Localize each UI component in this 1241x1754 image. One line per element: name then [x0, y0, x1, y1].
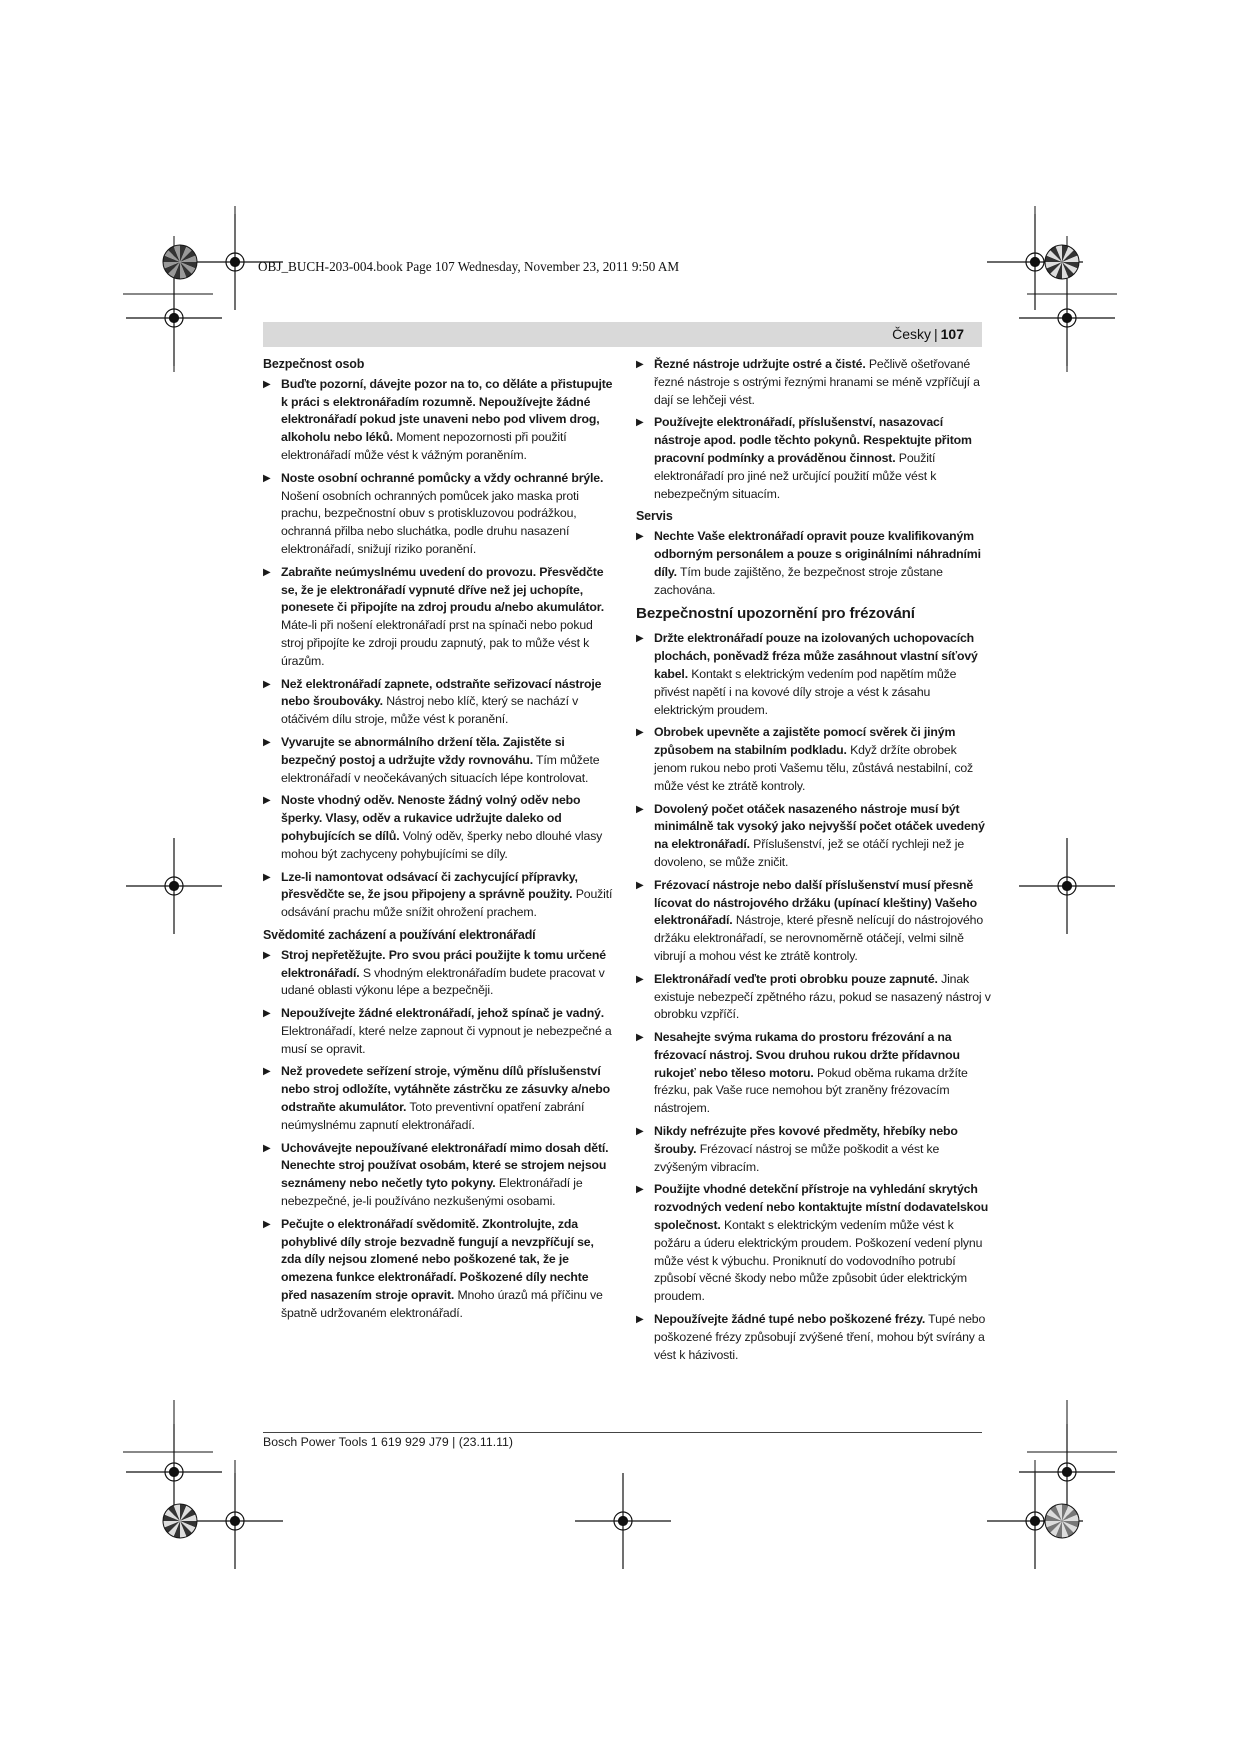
bullet-arrow-icon: ▶	[636, 803, 644, 815]
registration-dot	[170, 314, 179, 323]
bullet-item	[636, 801, 991, 872]
bullet-arrow-icon: ▶	[263, 678, 271, 690]
instruction-bold: Použijte vhodné detekční přístroje na vyhledání skrytých rozvodných vedení nebo kontaktujte místní dodavatelskou společnost.	[654, 1182, 989, 1233]
bullet-item	[263, 1063, 614, 1134]
color-registration-disc	[1045, 1504, 1079, 1538]
page-number: 107	[940, 326, 964, 342]
color-registration-disc	[1045, 245, 1079, 279]
page-footer: Bosch Power Tools 1 619 929 J79 | (23.11.11)	[263, 1435, 513, 1449]
instruction-bold: Vyvarujte se abnormálního držení těla. Zajistěte si bezpečný postoj a udržujte vždy rovnováhu.	[281, 734, 565, 767]
left-column	[263, 356, 614, 1328]
instruction-text: Pečlivě ošetřované řezné nástroje s ostrými řeznými hranami se méně vzpříčují a dají se lehčeji vést.	[654, 357, 980, 407]
bullet-arrow-icon: ▶	[636, 1126, 644, 1138]
bullet-arrow-icon: ▶	[263, 1008, 271, 1020]
bullet-arrow-icon: ▶	[263, 871, 271, 883]
instruction-bold: Stroj nepřetěžujte. Pro svou práci použijte k tomu určené elektronářadí.	[281, 947, 606, 980]
bullet-arrow-icon: ▶	[263, 472, 271, 484]
bullet-item	[263, 869, 614, 922]
registration-dot	[1063, 1468, 1072, 1477]
instruction-bold: Buďte pozorní, dávejte pozor na to, co děláte a přistupujte k práci s elektronářadím rozumně. Nepoužívejte žádné elektronářadí pokud jste unaveni nebo pod vlivem drog, alkoholu nebo léků.	[281, 376, 613, 445]
instruction-text: Příslušenství, jež se otáčí rychleji než je dovoleno, se může zničit.	[654, 837, 965, 869]
registration-dot	[1063, 314, 1072, 323]
instruction-bold: Zabraňte neúmyslnému uvedení do provozu. Přesvědčte se, že je elektronářadí vypnuté dříve než jej uchopíte, ponesete či připojíte na zdroj proudu a/nebo akumulátor.	[281, 564, 604, 615]
bullet-arrow-icon: ▶	[636, 531, 644, 543]
bullet-arrow-icon: ▶	[263, 1218, 271, 1230]
subsection-heading-servis: Servis	[636, 509, 673, 524]
instruction-bold: Nechte Vaše elektronářadí opravit pouze kvalifikovaným odborným personálem a pouze s originálními náhradními díly.	[654, 529, 981, 579]
bullet-arrow-icon: ▶	[263, 1142, 271, 1154]
bullet-item	[636, 1311, 991, 1364]
bullet-item	[636, 414, 991, 503]
bullet-item	[636, 528, 991, 599]
bullet-arrow-icon: ▶	[263, 736, 271, 748]
bullet-item	[263, 947, 614, 1000]
bullet-item	[636, 1029, 991, 1118]
instruction-bold: Nesahejte svýma rukama do prostoru frézování a na frézovací nástroj. Svou druhou rukou držte přídavnou rukojeť nebo těleso motoru.	[654, 1030, 960, 1080]
print-slug-line: OBJ_BUCH-203-004.book Page 107 Wednesday, November 23, 2011 9:50 AM	[258, 259, 680, 274]
instruction-text: Volný oděv, šperky nebo dlouhé vlasy mohou být zachyceny pohybujícími se díly.	[281, 828, 603, 861]
instruction-text: Elektronářadí je nebezpečné, je-li používáno nezkušenými osobami.	[281, 1176, 583, 1209]
bullet-item	[636, 630, 991, 719]
instruction-bold: Než provedete seřízení stroje, výměnu dílů příslušenství nebo stroj odložíte, vytáhněte zástrčku ze zásuvky a/nebo odstraňte akumulátor.	[281, 1064, 611, 1115]
instruction-text: Nošení osobních ochranných pomůcek jako maska proti prachu, bezpečnostní obuv s protiskluzovou podrážkou, ochranná přilba nebo sluchátka, podle druhu nasazení elektronářadí, snižují riziko poranění.	[281, 488, 579, 556]
instruction-text: Tím bude zajištěno, že bezpečnost stroje zůstane zachována.	[654, 564, 943, 597]
registration-dot	[170, 882, 179, 891]
registration-dot	[1063, 882, 1072, 891]
bullet-item	[636, 1181, 991, 1306]
subsection-heading: Bezpečnost osob	[263, 357, 365, 371]
bullet-arrow-icon: ▶	[263, 949, 271, 961]
instruction-text: Nástroj nebo klíč, který se nachází v otáčivém dílu stroje, může vést k poranění.	[281, 694, 579, 727]
bullet-item	[263, 470, 614, 559]
footer-rule	[263, 1432, 982, 1433]
color-registration-disc	[163, 245, 197, 279]
instruction-text: Použití elektronářadí pro jiné než určující použití může vést k nebezpečným situacím.	[654, 450, 937, 501]
bullet-item	[636, 1123, 991, 1176]
running-header	[263, 322, 982, 347]
bullet-item	[263, 564, 614, 671]
instruction-text: Tím můžete elektronářadí v neočekávaných situacích lépe kontrolovat.	[281, 752, 600, 785]
bullet-item	[636, 877, 991, 966]
instruction-bold: Než elektronářadí zapnete, odstraňte seřizovací nástroje nebo šroubováky.	[281, 676, 602, 709]
bullet-arrow-icon: ▶	[636, 1032, 644, 1044]
right-column	[636, 356, 991, 1369]
bullet-arrow-icon: ▶	[636, 417, 644, 429]
section-heading: Bezpečnostní upozornění pro frézování	[636, 605, 915, 623]
bullet-item	[263, 1005, 614, 1058]
bullet-item	[263, 676, 614, 729]
registration-dot	[231, 1517, 240, 1526]
subsection-heading: Svědomité zacházení a používání elektronářadí	[263, 927, 536, 942]
header-text	[892, 326, 964, 342]
bullet-arrow-icon: ▶	[263, 566, 271, 578]
instruction-text: Moment nepozornosti při použití elektronářadí může vést k vážným poraněním.	[281, 430, 567, 462]
instruction-bold: Používejte elektronářadí, příslušenství, nasazovací nástroje apod. podle těchto pokynů. Respektujte přitom pracovní podmínky a prováděnou činnost.	[654, 415, 972, 465]
instruction-bold: Frézovací nástroje nebo další příslušenství musí přesně lícovat do nástrojového držáku (upínací kleštiny) Vašeho elektronářadí.	[654, 877, 978, 928]
instruction-text: Elektronářadí, které nelze zapnout či vypnout je nebezpečné a musí se opravit.	[281, 1023, 612, 1056]
registration-dot	[1031, 258, 1040, 267]
instruction-text: S vhodným elektronářadím budete pracovat v udané oblasti výkonu lépe a bezpečněji.	[281, 965, 605, 998]
bullet-arrow-icon: ▶	[263, 1066, 271, 1078]
bullet-arrow-icon: ▶	[636, 879, 644, 891]
instruction-bold: Pečujte o elektronářadí svědomitě. Zkontrolujte, zda pohyblivé díly stroje bezvadně fungují a nevzpříčují se, zda díly nejsou zlomené nebo poškozené tak, že je omezena funkce elektronářadí. Poškozené díly nechte před nasazením stroje opravit.	[281, 1216, 594, 1303]
instruction-bold: Noste vhodný oděv. Nenoste žádný volný oděv nebo šperky. Vlasy, oděv a rukavice udržujte daleko od pohybujících se dílů.	[281, 793, 581, 843]
instruction-text: Kontakt s elektrickým vedením pod napětím může přivést napětí i na kovové díly stroje a vést k zásahu elektrickým proudem.	[654, 666, 957, 717]
instruction-bold: Nepoužívejte žádné tupé nebo poškozené frézy.	[654, 1312, 926, 1327]
bullet-item	[263, 1216, 614, 1323]
instruction-bold: Nepoužívejte žádné elektronářadí, jehož spínač je vadný.	[281, 1006, 605, 1021]
header-language: Česky	[892, 326, 931, 342]
bullet-arrow-icon: ▶	[636, 1314, 644, 1326]
bullet-item	[636, 971, 991, 1024]
bullet-arrow-icon: ▶	[636, 633, 644, 645]
instruction-bold: Lze-li namontovat odsávací či zachycující přípravky, přesvědčte se, že jsou připojeny a správně použity.	[281, 869, 578, 902]
registration-dot	[1031, 1517, 1040, 1526]
instruction-bold: Noste osobní ochranné pomůcky a vždy ochranné brýle.	[281, 470, 604, 485]
instruction-text: Tupé nebo poškozené frézy způsobují zvýšené tření, mohou být svírány a vést k házivosti.	[654, 1312, 986, 1362]
registration-dot	[170, 1468, 179, 1477]
instruction-text: Frézovací nástroj se může poškodit a vést ke zvýšeným vibracím.	[654, 1141, 940, 1174]
header-separator: |	[934, 326, 938, 342]
instruction-text: Máte-li při nošení elektronářadí prst na spínači nebo pokud stroj připojíte ke zdroji proudu zapnutý, pak to může vést k úrazům.	[281, 618, 593, 668]
color-registration-disc	[163, 1504, 197, 1538]
instruction-text: Toto preventivní opatření zabrání neúmyslnému zapnutí elektronářadí.	[281, 1100, 585, 1132]
bullet-arrow-icon: ▶	[636, 1184, 644, 1196]
instruction-bold: Řezné nástroje udržujte ostré a čisté.	[654, 357, 866, 371]
bullet-item	[263, 792, 614, 863]
instruction-bold: Obrobek upevněte a zajistěte pomocí svěrek či jiným způsobem na stabilním podkladu.	[654, 725, 956, 758]
registration-dot	[619, 1517, 628, 1526]
bullet-item	[636, 724, 991, 795]
instruction-bold: Držte elektronářadí pouze na izolovaných uchopovacích plochách, poněvadž fréza může zasáhnout vlastní síťový kabel.	[654, 631, 978, 681]
registration-dot	[231, 258, 240, 267]
instruction-bold: Elektronářadí veďte proti obrobku pouze zapnuté.	[654, 971, 938, 986]
instruction-text: Použití odsávání prachu může snížit ohrožení prachem.	[281, 887, 613, 920]
instruction-bold: Nikdy nefrézujte přes kovové předměty, hřebíky nebo šrouby.	[654, 1124, 958, 1156]
bullet-arrow-icon: ▶	[263, 378, 271, 390]
bullet-arrow-icon: ▶	[636, 973, 644, 985]
instruction-text: Kontakt s elektrickým vedením může vést k požáru a úderu elektrickým proudem. Poškození vedení plynu může vést k výbuchu. Proniknutí do vodovodního potrubí způsobí věcné škody nebo může způsobit úder elektrickým proudem.	[654, 1218, 983, 1304]
bullet-arrow-icon: ▶	[636, 359, 644, 370]
instruction-text: Pokud oběma rukama držíte frézku, pak Vaše ruce nemohou být zraněny frézovacím nástrojem.	[654, 1065, 968, 1116]
bullet-arrow-icon: ▶	[636, 727, 644, 739]
instruction-text: Nástroje, které přesně nelícují do nástrojového držáku elektronářadí, se nerovnoměrně otáčejí, velmi silně vibrují a mohou vést ke ztrátě kontroly.	[654, 913, 984, 963]
bullet-arrow-icon: ▶	[263, 795, 271, 807]
instruction-text: Když držíte obrobek jenom rukou nebo proti Vašemu tělu, zůstává nestabilní, což může vést ke ztrátě kontroly.	[654, 743, 974, 793]
instruction-bold: Dovolený počet otáček nasazeného nástroje musí být minimálně tak vysoký jako nejvyšší počet otáček uvedený na elektronářadí.	[654, 801, 985, 852]
instruction-text: Mnoho úrazů má příčinu ve špatně udržovaném elektronářadí.	[281, 1288, 603, 1320]
bullet-item	[636, 356, 991, 409]
bullet-item	[263, 1140, 614, 1211]
bullet-item	[263, 734, 614, 787]
bullet-item	[263, 376, 614, 465]
instruction-text: Jinak existuje nebezpečí zpětného rázu, pokud se nasazený nástroj v obrobku vzpříčí.	[654, 971, 991, 1022]
instruction-bold: Uchovávejte nepoužívané elektronářadí mimo dosah dětí. Nenechte stroj používat osobám, které se strojem nejsou seznámeny nebo nečetly tyto pokyny.	[281, 1140, 609, 1191]
